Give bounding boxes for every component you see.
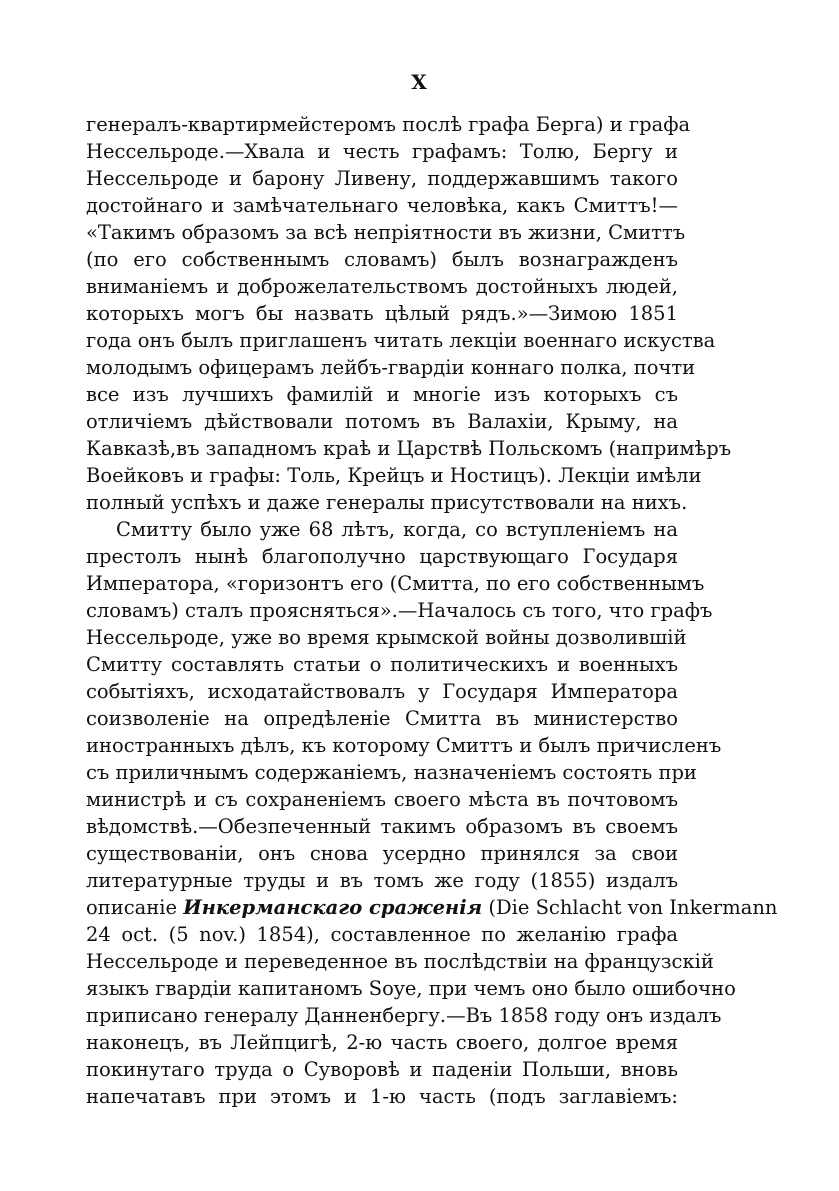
text-line: съ приличнымъ содержаніемъ, назначеніемъ состоять при (86, 761, 697, 784)
text-line: все изъ лучшихъ фамилій и многіе изъ которыхъ съ (86, 383, 678, 406)
body-text (86, 111, 778, 1110)
text-line-mixed (86, 894, 778, 921)
text-line: Кавказѣ,въ западномъ краѣ и Царствѣ Польскомъ (напримѣръ (86, 437, 732, 460)
text-line: Нессельроде и барону Ливену, поддержавшимъ такого (86, 167, 678, 190)
text-line: языкъ гвардіи капитаномъ Soye, при чемъ оно было ошибочно (86, 977, 736, 1000)
text-line: вѣдомствѣ.—Обезпеченный такимъ образомъ въ своемъ (86, 815, 678, 838)
text-line: наконецъ, въ Лейпцигѣ, 2-ю часть своего, долгое время (86, 1031, 678, 1054)
text-line: соизволеніе на опредѣленіе Смитта въ министерство (86, 707, 678, 730)
text-line: покинутаго труда о Суворовѣ и паденіи Польши, вновь (86, 1058, 678, 1081)
text-line: отличіемъ дѣйствовали потомъ въ Валахіи, Крыму, на (86, 410, 678, 433)
text-line: «Такимъ образомъ за всѣ непріятности въ жизни, Смиттъ (86, 221, 686, 244)
text-line: Смитту составлять статьи о политическихъ и военныхъ (86, 653, 678, 676)
text-line: событіяхъ, исходатайствовалъ у Государя Императора (86, 680, 678, 703)
text-line: генералъ-квартирмейстеромъ послѣ графа Берга) и графа (86, 113, 691, 136)
text-line: Нессельроде и переведенное въ послѣдствіи на французскій (86, 950, 714, 973)
text-segment: (Die Schlacht von Inkermann (488, 896, 778, 919)
text-line: Нессельроде, уже во время крымской войны дозволившій (86, 626, 687, 649)
text-line: достойнаго и замѣчательнаго человѣка, какъ Смиттъ!— (86, 194, 678, 217)
italic-title: Инкерманскаго сраженія (183, 896, 483, 919)
text-line: иностранныхъ дѣлъ, къ которому Смиттъ и былъ причисленъ (86, 734, 722, 757)
text-line: литературные труды и въ томъ же году (1855) издалъ (86, 869, 678, 892)
text-line: 24 oct. (5 nov.) 1854), составленное по желанію графа (86, 923, 678, 946)
text-line: которыхъ могъ бы назвать цѣлый рядъ.»—Зимою 1851 (86, 302, 678, 325)
text-line: престолъ нынѣ благополучно царствующаго Государя (86, 545, 678, 568)
text-line: Смитту было уже 68 лѣтъ, когда, со вступленіемъ на (116, 518, 678, 541)
text-line: напечатавъ при этомъ и 1-ю часть (подъ заглавіемъ: (86, 1085, 678, 1108)
text-line: приписано генералу Данненбергу.—Въ 1858 году онъ издалъ (86, 1004, 722, 1027)
text-line: словамъ) сталъ проясняться».—Началось съ того, что графъ (86, 599, 713, 622)
text-line: Воейковъ и графы: Толь, Крейцъ и Ностицъ). Лекціи имѣли (86, 464, 702, 487)
text-line: года онъ былъ приглашенъ читать лекціи военнаго искуства (86, 329, 716, 352)
text-line: молодымъ офицерамъ лейбъ-гвардіи коннаго полка, почти (86, 356, 696, 379)
text-line: (по его собственнымъ словамъ) былъ вознагражденъ (86, 248, 678, 271)
text-line: министрѣ и съ сохраненіемъ своего мѣста въ почтовомъ (86, 788, 678, 811)
text-line: вниманіемъ и доброжелательствомъ достойныхъ людей, (86, 275, 678, 298)
text-line: Нессельроде.—Хвала и честь графамъ: Толю, Бергу и (86, 140, 678, 163)
page-number: X (411, 70, 428, 94)
text-line: Императора, «горизонтъ его (Смитта, по его собственнымъ (86, 572, 705, 595)
text-segment: описаніе (86, 896, 178, 919)
text-line: полный успѣхъ и даже генералы присутствовали на нихъ. (86, 491, 688, 514)
text-line: существованіи, онъ снова усердно принялся за свои (86, 842, 678, 865)
